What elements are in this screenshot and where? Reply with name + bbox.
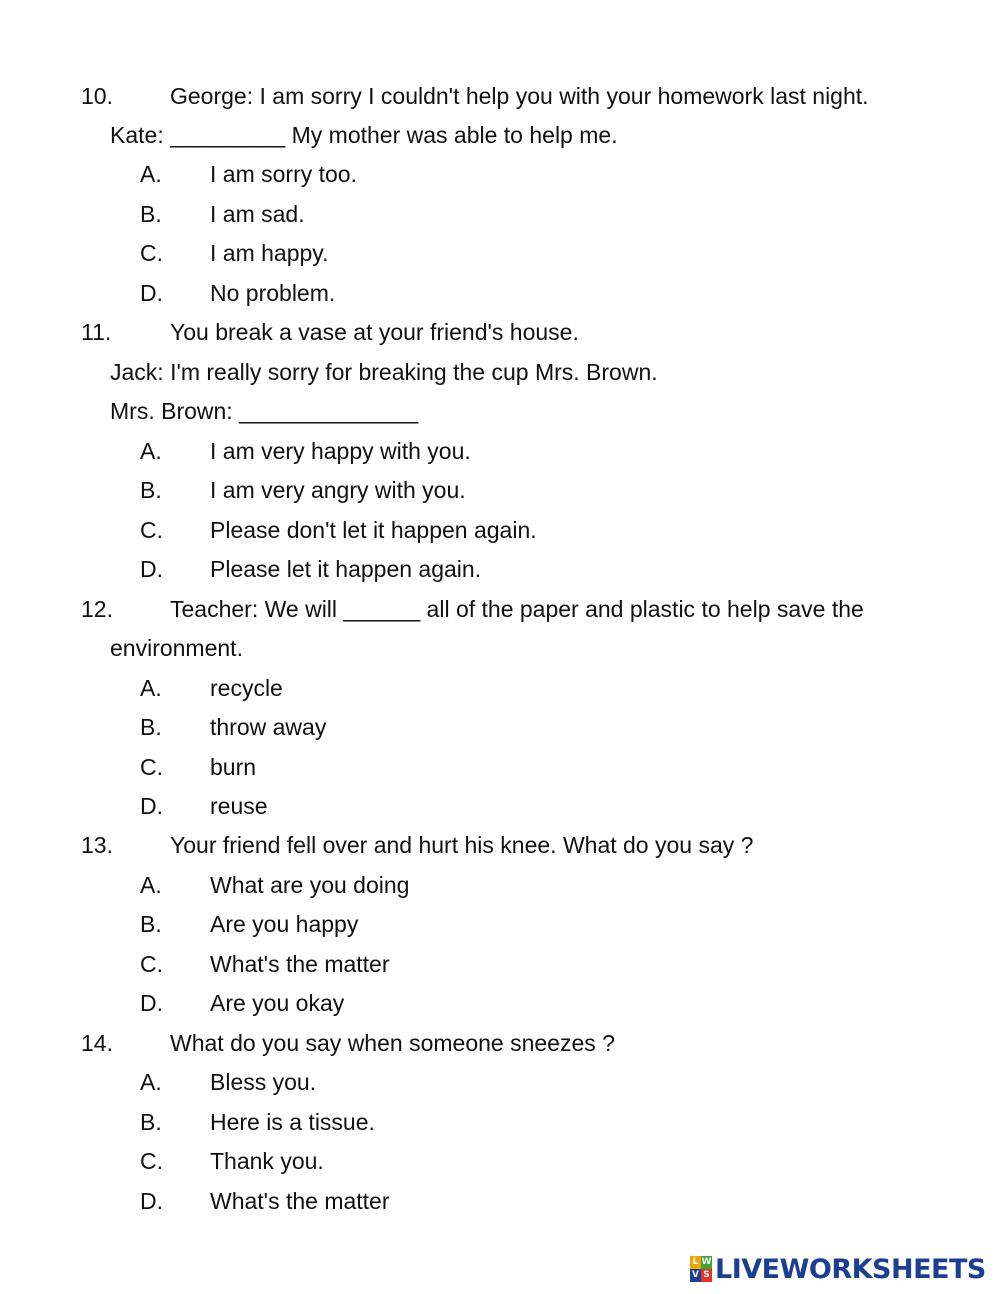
option-letter[interactable]: B. — [140, 1109, 162, 1135]
option-text[interactable]: I am very happy with you. — [210, 438, 471, 464]
option-letter[interactable]: D. — [140, 793, 163, 819]
option-text[interactable]: I am sad. — [210, 201, 305, 227]
question-text-continued: Kate: _________ My mother was able to help me. — [110, 122, 618, 148]
option-text[interactable]: Please don't let it happen again. — [210, 517, 537, 543]
option-letter[interactable]: B. — [140, 911, 162, 937]
option-letter[interactable]: D. — [140, 1188, 163, 1214]
option-letter[interactable]: B. — [140, 201, 162, 227]
question-text: You break a vase at your friend's house. — [170, 319, 579, 345]
option-letter[interactable]: A. — [140, 438, 162, 464]
question-text: Teacher: We will ______ all of the paper and plastic to help save the — [170, 596, 864, 622]
question-text: What do you say when someone sneezes ? — [170, 1030, 615, 1056]
option-letter[interactable]: A. — [140, 161, 162, 187]
liveworksheets-logo[interactable] — [690, 1254, 986, 1284]
question-text-continued: Mrs. Brown: ______________ — [110, 398, 419, 424]
question-number: 11. — [81, 319, 112, 345]
option-letter[interactable]: B. — [140, 714, 162, 740]
option-letter[interactable]: D. — [140, 556, 163, 582]
logo-mark-cell: W — [701, 1257, 712, 1267]
logo-mark-cell: L — [690, 1256, 701, 1269]
option-text[interactable]: What's the matter — [210, 951, 390, 977]
option-text[interactable]: Are you happy — [210, 911, 359, 937]
option-text[interactable]: burn — [210, 754, 257, 780]
option-text[interactable]: Please let it happen again. — [210, 556, 482, 582]
option-letter[interactable]: A. — [140, 1069, 162, 1095]
logo-mark-cell: V — [690, 1269, 701, 1282]
option-letter[interactable]: D. — [140, 990, 163, 1016]
option-letter[interactable]: C. — [140, 517, 163, 543]
question-text-continued: environment. — [110, 635, 243, 661]
option-letter[interactable]: D. — [140, 280, 163, 306]
option-text[interactable]: recycle — [210, 675, 283, 701]
option-text[interactable]: Here is a tissue. — [210, 1109, 375, 1135]
question-number: 10. — [81, 83, 113, 109]
option-letter[interactable]: C. — [140, 951, 163, 977]
option-text[interactable]: throw away — [210, 714, 327, 740]
option-text[interactable]: What are you doing — [210, 872, 410, 898]
liveworksheets-logo-icon — [690, 1256, 712, 1282]
question-text-continued: Jack: I'm really sorry for breaking the cup Mrs. Brown. — [110, 359, 658, 385]
option-text[interactable]: Are you okay — [210, 990, 345, 1016]
option-text[interactable]: No problem. — [210, 280, 336, 306]
logo-mark-cell: S — [701, 1269, 712, 1282]
question-number: 13. — [81, 832, 113, 858]
option-text[interactable]: Thank you. — [210, 1148, 324, 1174]
question-text: George: I am sorry I couldn't help you with your homework last night. — [170, 83, 869, 109]
option-text[interactable]: What's the matter — [210, 1188, 390, 1214]
question-text: Your friend fell over and hurt his knee. What do you say ? — [170, 832, 754, 858]
option-letter[interactable]: C. — [140, 754, 163, 780]
option-letter[interactable]: A. — [140, 872, 162, 898]
option-text[interactable]: I am very angry with you. — [210, 477, 466, 503]
liveworksheets-logo-text: LIVEWORKSHEETS — [715, 1253, 986, 1285]
question-number: 12. — [81, 596, 113, 622]
option-text[interactable]: Bless you. — [210, 1069, 317, 1095]
option-letter[interactable]: B. — [140, 477, 162, 503]
option-text[interactable]: I am sorry too. — [210, 161, 357, 187]
option-letter[interactable]: C. — [140, 1148, 163, 1174]
question-number: 14. — [81, 1030, 113, 1056]
option-text[interactable]: reuse — [210, 793, 268, 819]
option-letter[interactable]: A. — [140, 675, 162, 701]
option-text[interactable]: I am happy. — [210, 240, 329, 266]
option-letter[interactable]: C. — [140, 240, 163, 266]
